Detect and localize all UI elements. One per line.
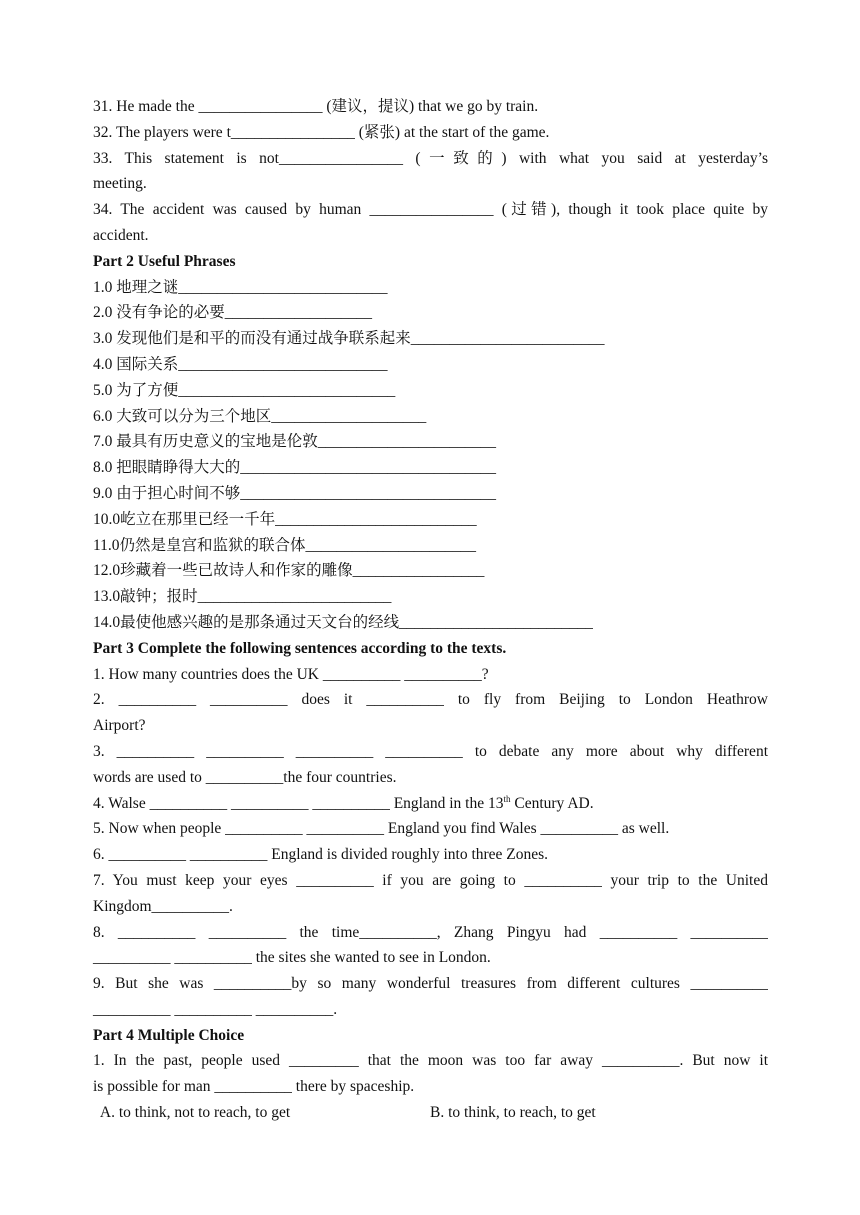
sentence-2-cont: Airport?: [93, 717, 146, 735]
sentence-6: 6. __________ __________ England is divided roughly into three Zones.: [93, 846, 549, 864]
phrase-item-6: 6.0 大致可以分为三个地区____________________: [93, 407, 427, 425]
part3-heading: Part 3 Complete the following sentences according to the texts.: [93, 639, 507, 657]
phrase-item-3: 3.0 发现他们是和平的而没有通过战争联系起来_________________________: [93, 330, 605, 348]
phrase-item-14: 14.0最使他感兴趣的是那条通过天文台的经线_________________________: [93, 613, 593, 631]
sentence-3: 3. __________ __________ __________ __________ to debate any more about why different: [93, 742, 768, 760]
phrase-item-13: 13.0敲钟；报时_________________________: [93, 588, 392, 606]
phrase-item-1: 1.0 地理之谜___________________________: [93, 278, 388, 296]
mc-options-row: [93, 1100, 768, 1126]
sentence-3-cont: words are used to __________the four countries.: [93, 768, 397, 786]
vocab-item-34: 34. The accident was caused by human ________________ (过错), though it took place quite by: [93, 201, 768, 219]
phrase-item-8: 8.0 把眼睛睁得大大的_________________________________: [93, 459, 497, 477]
part4-heading: Part 4 Multiple Choice: [93, 1026, 245, 1044]
phrase-item-9: 9.0 由于担心时间不够_________________________________: [93, 484, 497, 502]
vocab-item-33: 33. This statement is not________________ (一致的) with what you said at yesterday’s: [93, 149, 768, 167]
vocab-item-31: 31. He made the ________________ (建议，提议) that we go by train.: [93, 98, 539, 115]
sentence-2: 2. __________ __________ does it __________ to fly from Beijing to London Heathrow: [93, 691, 768, 709]
mc-question-1-cont: is possible for man __________ there by spaceship.: [93, 1078, 415, 1096]
sentence-8-cont: __________ __________ the sites she wanted to see in London.: [93, 949, 491, 967]
sentence-8: 8. __________ __________ the time__________, Zhang Pingyu had __________ __________: [93, 923, 768, 941]
sentence-7: 7. You must keep your eyes __________ if you are going to __________ your trip to the United: [93, 871, 768, 889]
mc-question-1: 1. In the past, people used _________ that the moon was too far away __________. But now it: [93, 1052, 768, 1070]
phrase-item-7: 7.0 最具有历史意义的宝地是伦敦_______________________: [93, 433, 497, 451]
phrase-item-5: 5.0 为了方便____________________________: [93, 381, 396, 399]
vocab-item-32: 32. The players were t________________ (紧张) at the start of the game.: [93, 123, 550, 141]
sentence-4-tail: Century AD.: [510, 794, 594, 812]
sentence-9: 9. But she was __________by so many wonderful treasures from different cultures __________: [93, 975, 768, 993]
sentence-4: [93, 791, 768, 817]
phrase-item-11: 11.0仍然是皇宫和监狱的联合体______________________: [93, 536, 477, 554]
phrase-item-12: 12.0珍藏着一些已故诗人和作家的雕像_________________: [93, 562, 485, 580]
ordinal-suffix: th: [503, 793, 511, 804]
sentence-5: 5. Now when people __________ __________ England you find Wales __________ as well.: [93, 820, 670, 838]
phrase-item-4: 4.0 国际关系___________________________: [93, 355, 388, 373]
phrase-item-10: 10.0屹立在那里已经一千年__________________________: [93, 510, 477, 528]
vocab-item-34-cont: accident.: [93, 226, 149, 244]
option-b: B. to think, to reach, to get: [430, 1104, 596, 1122]
sentence-1: 1. How many countries does the UK __________ __________?: [93, 665, 489, 683]
sentence-9-cont: __________ __________ __________.: [93, 1000, 338, 1018]
sentence-4-text: 4. Walse __________ __________ __________ England in the 13: [93, 794, 504, 812]
part2-heading: Part 2 Useful Phrases: [93, 252, 236, 270]
worksheet-content: [93, 94, 768, 1126]
phrase-item-2: 2.0 没有争论的必要___________________: [93, 304, 373, 322]
vocab-item-33-cont: meeting.: [93, 175, 147, 193]
sentence-7-cont: Kingdom__________.: [93, 897, 233, 915]
option-a: A. to think, not to reach, to get: [93, 1104, 291, 1122]
